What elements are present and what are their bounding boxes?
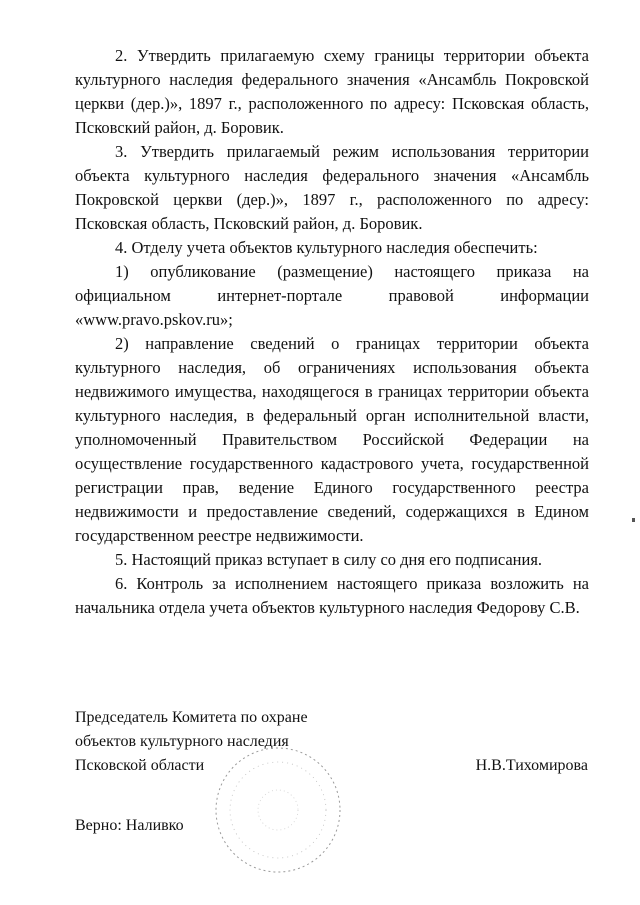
- signatory-line-3: Псковской области: [75, 757, 205, 774]
- paragraph-5: 5. Настоящий приказ вступает в силу со дня его подписания.: [115, 550, 543, 569]
- paragraph-6: 6. Контроль за исполнением настоящего приказа возложить на начальника отдела учета объектов культурного наследия Федорову С.В.: [75, 574, 589, 617]
- paragraph-4: 4. Отделу учета объектов культурного наследия обеспечить:: [115, 238, 538, 257]
- paragraph-4-item-2: 2) направление сведений о границах территории объекта культурного наследия, об ограничениях использования объекта недвижимого имущества, находящегося в границах территории объекта культурного наследия, в федеральный орган исполнительной власти, уполномоченный Правительством Российской Федерации на осуществление государственного кадастрового учета, государственной регистрации прав, ведение Единого государственного реестра недвижимости и предоставление сведений, содержащихся в Едином государственном реестре недвижимости.: [75, 334, 589, 545]
- signatory-name: Н.В.Тихомирова: [475, 757, 588, 774]
- signatory-line-1: Председатель Комитета по охране: [75, 709, 308, 726]
- paragraph-2: 2. Утвердить прилагаемую схему границы территории объекта культурного наследия федерального значения «Ансамбль Покровской церкви (дер.)», 1897 г., расположенного по адресу: Псковская область, Псковский район, д. Боровик.: [75, 46, 589, 137]
- paragraph-4-item-1: 1) опубликование (размещение) настоящего приказа на официальном интернет-портале правовой информации «www.pravo.pskov.ru»;: [75, 262, 589, 329]
- signatory-line-2: объектов культурного наследия: [75, 733, 289, 750]
- faded-stamp: [210, 742, 346, 878]
- margin-mark: [632, 518, 635, 522]
- paragraph-3: 3. Утвердить прилагаемый режим использования территории объекта культурного наследия федерального значения «Ансамбль Покровской церкви (дер.)», 1897 г., расположенного по адресу: Псковская область, Псковский район, д. Боровик.: [75, 142, 589, 233]
- copy-certification: Верно: Наливко: [75, 817, 184, 834]
- document-body: [75, 44, 589, 620]
